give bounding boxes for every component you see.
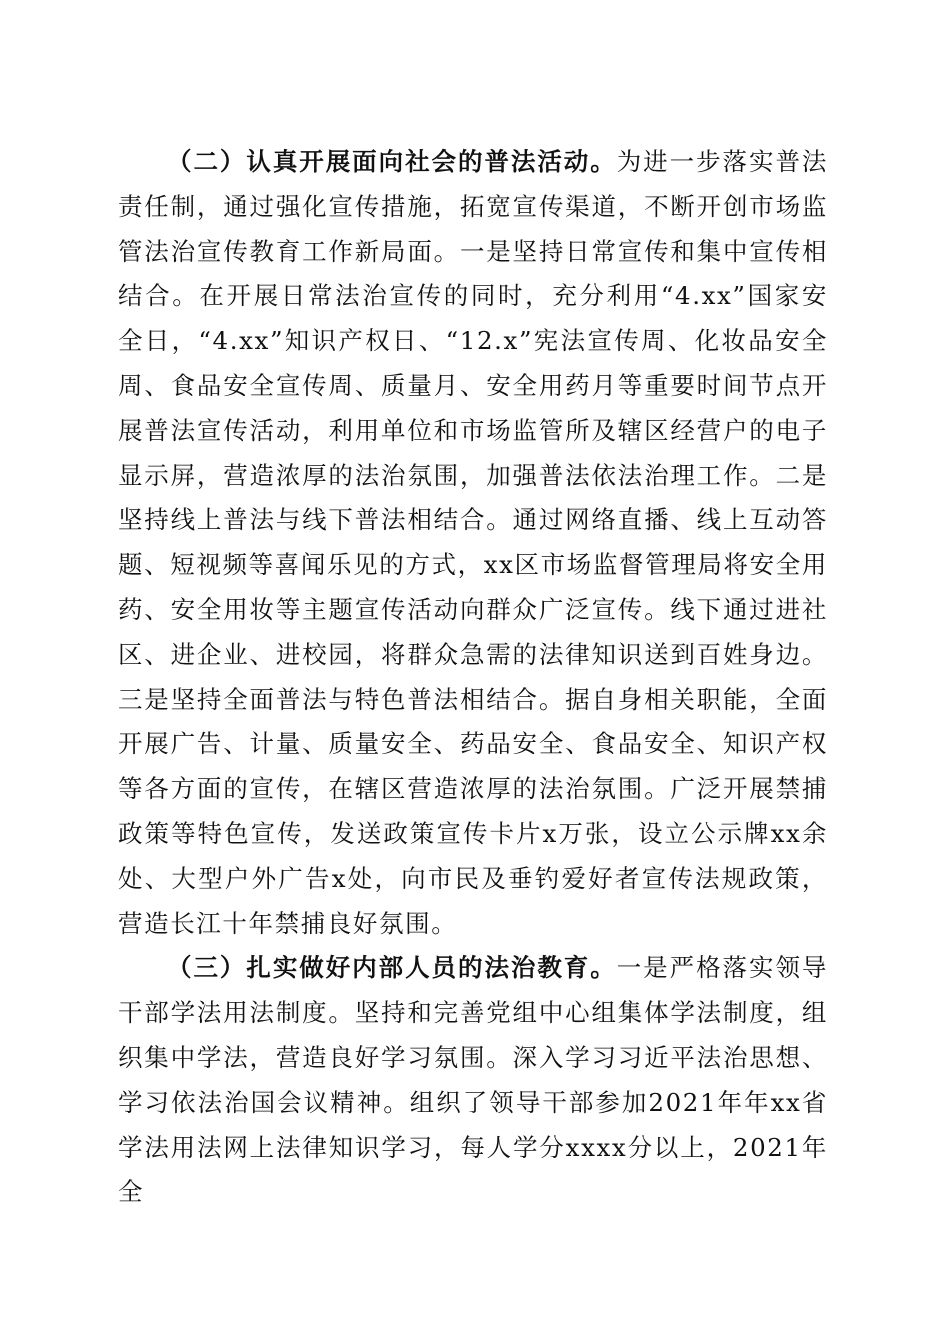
- paragraph-text: 为进一步落实普法责任制，通过强化宣传措施，拓宽宣传渠道，不断开创市场监管法治宣传教育工作新局面。一是坚持日常宣传和集中宣传相结合。在开展日常法治宣传的同时，充分利用“4.xx”国家安全日，“4.xx”知识产权日、“12.x”宪法宣传周、化妆品安全周、食品安全宣传周、质量月、安全用药月等重要时间节点开展普法宣传活动，利用单位和市场监管所及辖区经营户的电子显示屏，营造浓厚的法治氛围，加强普法依法治理工作。二是坚持线上普法与线下普法相结合。通过网络直播、线上互动答题、短视频等喜闻乐见的方式，xx区市场监督管理局将安全用药、安全用妆等主题宣传活动向群众广泛宣传。线下通过进社区、进企业、进校园，将群众急需的法律知识送到百姓身边。三是坚持全面普法与特色普法相结合。据自身相关职能，全面开展广告、计量、质量安全、药品安全、食品安全、知识产权等各方面的宣传，在辖区营造浓厚的法治氛围。广泛开展禁捕政策等特色宣传，发送政策宣传卡片x万张，设立公示牌xx余处、大型户外广告x处，向市民及垂钓爱好者宣传法规政策，营造长江十年禁捕良好氛围。: [118, 147, 828, 938]
- paragraph-heading: （三）扎实做好内部人员的法治教育。: [167, 953, 617, 983]
- paragraph-internal-legal-education: [118, 946, 828, 1215]
- paragraph-text: 一是严格落实领导干部学法用法制度。坚持和完善党组中心组集体学法制度，组织集中学法，营造良好学习氛围。深入学习习近平法治思想、学习依法治国会议精神。组织了领导干部参加2021年年xx省学法用法网上法律知识学习，每人学分xxxx分以上，2021年全: [118, 953, 828, 1207]
- paragraph-public-legal-education: [118, 140, 828, 946]
- paragraph-heading: （二）认真开展面向社会的普法活动。: [167, 147, 617, 176]
- document-body: [118, 140, 828, 1215]
